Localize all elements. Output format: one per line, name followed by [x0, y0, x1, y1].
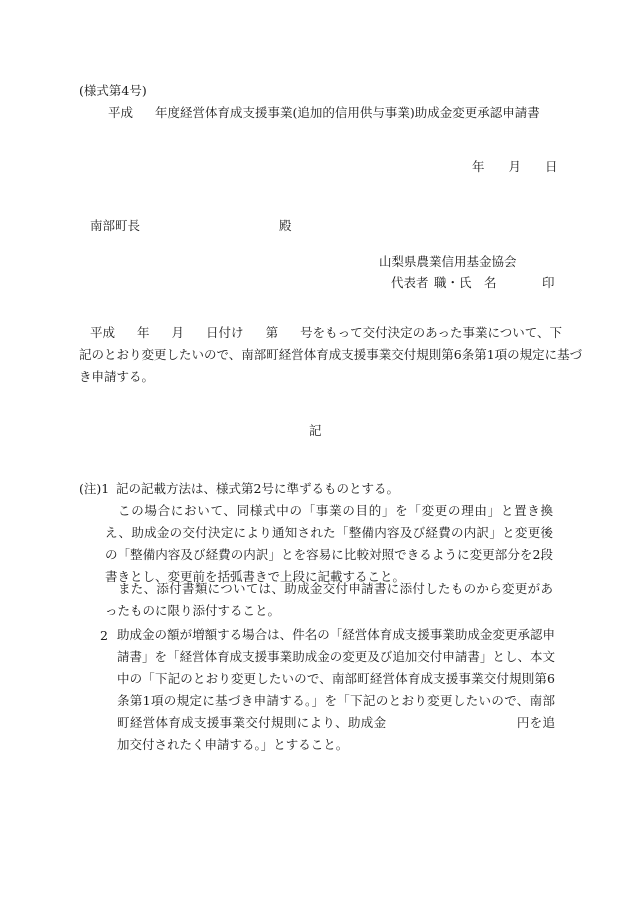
note-1-text: 記の記載方法は、様式第2号に準ずるものとする。: [116, 481, 399, 496]
ki-heading: 記: [309, 423, 322, 438]
body-day-ref: 日付け: [206, 325, 244, 340]
note-2-number: 2: [100, 628, 108, 643]
date-year: 年: [472, 159, 485, 174]
body-month: 月: [171, 325, 185, 340]
body-era: 平成: [90, 325, 116, 340]
note-1-paragraph-1: この場合において、同様式中の「事業の目的」を「変更の理由」と置き換え、助成金の交付決定により通知された「整備内容及び経費の内訳」と変更後の「整備内容及び経費の内訳」とを容易に比較対照できるように変更部分を2段書きとし、変更前を括弧書きで上段に記載すること。: [105, 503, 553, 584]
document-title: [108, 107, 540, 120]
title-text: 年度経営体育成支援事業(追加的信用供与事業)助成金変更承認申請書: [155, 105, 540, 120]
body-line-1-rest: 号をもって交付決定のあった事業について、下: [300, 325, 562, 340]
applicant-rep-label: 代表者: [391, 275, 429, 290]
note-2-paragraph: [117, 624, 555, 756]
note-1-paragraph-2: また、添付書類については、助成金交付申請書に添付したものから変更があったものに限り添付すること。: [105, 581, 553, 618]
body-line-1: [90, 327, 562, 340]
title-era: 平成: [108, 105, 134, 120]
applicant-organization: 山梨県農業信用基金協会: [379, 254, 517, 269]
date-month: 月: [508, 159, 522, 174]
note-2-text-b: 円を追加交付されたく申請する。」とすること。: [117, 715, 555, 752]
body-line-3: き申請する。: [79, 369, 155, 384]
note-2-text-a: 助成金の額が増額する場合は、件名の「経営体育成支援事業助成金変更承認申請書」を「経営体育成支援事業助成金の変更及び追加交付申請書」とし、本文中の「下記のとおり変更したいので、南部町経営体育成支援事業交付規則第6条第1項の規定に基づき申請する。」を「下記のとおり変更したいので、南部町経営体育成支援事業交付規則により、助成金: [117, 627, 555, 730]
body-number-prefix: 第: [265, 325, 279, 340]
addressee-honorific: 殿: [279, 218, 292, 233]
notes-label: (注)1: [79, 481, 110, 496]
addressee-name: 南部町長: [90, 218, 141, 233]
date-line: [472, 161, 558, 174]
seal-mark: 印: [542, 275, 555, 290]
body-year: 年: [137, 325, 150, 340]
date-day: 日: [545, 159, 558, 174]
applicant-title-name: 職・氏 名: [434, 275, 497, 290]
form-number: (様式第4号): [79, 83, 147, 98]
body-line-2: 記のとおり変更したいので、南部町経営体育成支援事業交付規則第6条第1項の規定に基づ: [79, 347, 583, 362]
